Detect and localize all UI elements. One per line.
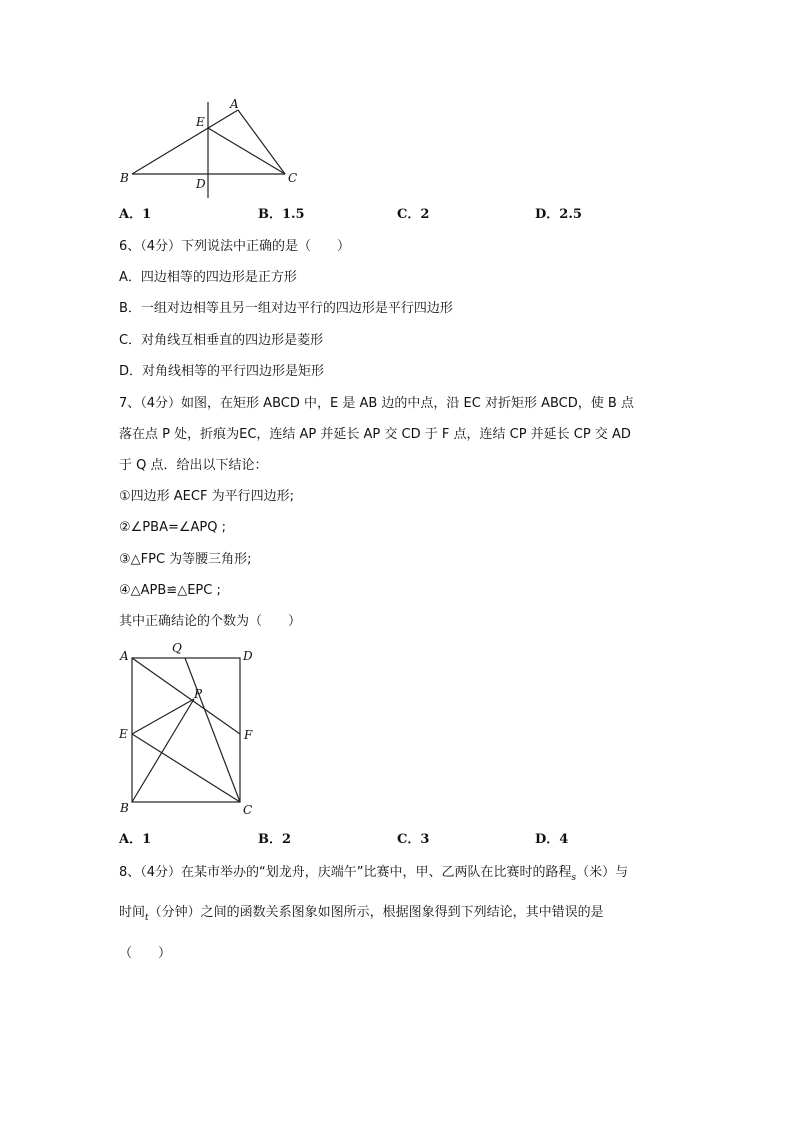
q5-option-b: B．1.5 — [258, 207, 305, 222]
q7-option-d: D．4 — [535, 832, 569, 847]
q7-option-b: B．2 — [258, 832, 292, 847]
q8-line-2-pre: 时间 — [119, 905, 146, 920]
q6-stem: 6、（4分）下列说法中正确的是（ ） — [119, 239, 351, 254]
label-a: A — [230, 97, 239, 111]
variable-s: s — [571, 873, 577, 883]
q7-option-c: C．3 — [397, 832, 430, 847]
q7-question: 其中正确结论的个数为（ ） — [119, 614, 302, 629]
variable-t: t — [145, 913, 149, 923]
q8-line-1 — [119, 865, 629, 883]
label-e: E — [119, 727, 128, 741]
q8-line-2-post: （分钟）之间的函数关系图象如图所示，根据图象得到下列结论，其中错误的是 — [148, 905, 604, 920]
figure-2-rectangle — [112, 638, 262, 818]
q8-line-3: （ ） — [119, 946, 172, 961]
q5-option-d: D．2.5 — [535, 207, 582, 222]
label-c: C — [288, 171, 298, 185]
figure-1-triangle — [112, 92, 312, 204]
rectangle-abcd — [132, 658, 240, 802]
q7-stem-line-1: 7、（4分）如图，在矩形 ABCD 中，E 是 AB 边的中点，沿 EC 对折矩形 ABCD，使 B 点 — [119, 396, 634, 411]
segment-qc — [185, 658, 240, 802]
q8-line-2 — [119, 905, 604, 923]
q5-option-c: C．2 — [397, 207, 430, 222]
q8-line-1-post: （米）与 — [576, 865, 629, 880]
label-p: P — [194, 687, 203, 701]
q5-option-a: A．1 — [119, 207, 152, 222]
q6-option-c: C．对角线互相垂直的四边形是菱形 — [119, 333, 324, 348]
q7-conclusion-1: ①四边形 AECF 为平行四边形; — [119, 489, 294, 504]
segment-af — [132, 658, 240, 734]
label-b: B — [120, 171, 129, 185]
label-q: Q — [172, 641, 182, 655]
segment-ec — [132, 734, 240, 802]
q8-line-1-pre: 8、（4分）在某市举办的“划龙舟，庆端午”比赛中，甲、乙两队在比赛时的路程 — [119, 865, 572, 880]
label-b: B — [120, 801, 129, 815]
label-c: C — [243, 803, 253, 817]
q6-option-d: D．对角线相等的平行四边形是矩形 — [119, 364, 325, 379]
q7-conclusion-4: ④△APB≌△EPC ; — [119, 583, 221, 598]
label-d: D — [243, 649, 253, 663]
label-f: F — [244, 728, 253, 742]
q7-option-a: A．1 — [119, 832, 152, 847]
label-a: A — [120, 649, 129, 663]
q7-conclusion-2: ②∠PBA=∠APQ ; — [119, 520, 226, 535]
q7-stem-line-3: 于 Q 点．给出以下结论： — [119, 458, 268, 473]
q7-stem-line-2: 落在点 P 处，折痕为EC，连结 AP 并延长 AP 交 CD 于 F 点，连结 CP 并延长 CP 交 AD — [119, 427, 631, 442]
label-e: E — [196, 115, 205, 129]
segment-ep — [132, 699, 194, 734]
q7-conclusion-3: ③△FPC 为等腰三角形; — [119, 552, 252, 567]
q6-option-b: B．一组对边相等且另一组对边平行的四边形是平行四边形 — [119, 301, 453, 316]
label-d: D — [196, 177, 206, 191]
q6-option-a: A．四边相等的四边形是正方形 — [119, 270, 297, 285]
segment-bp — [132, 699, 194, 802]
